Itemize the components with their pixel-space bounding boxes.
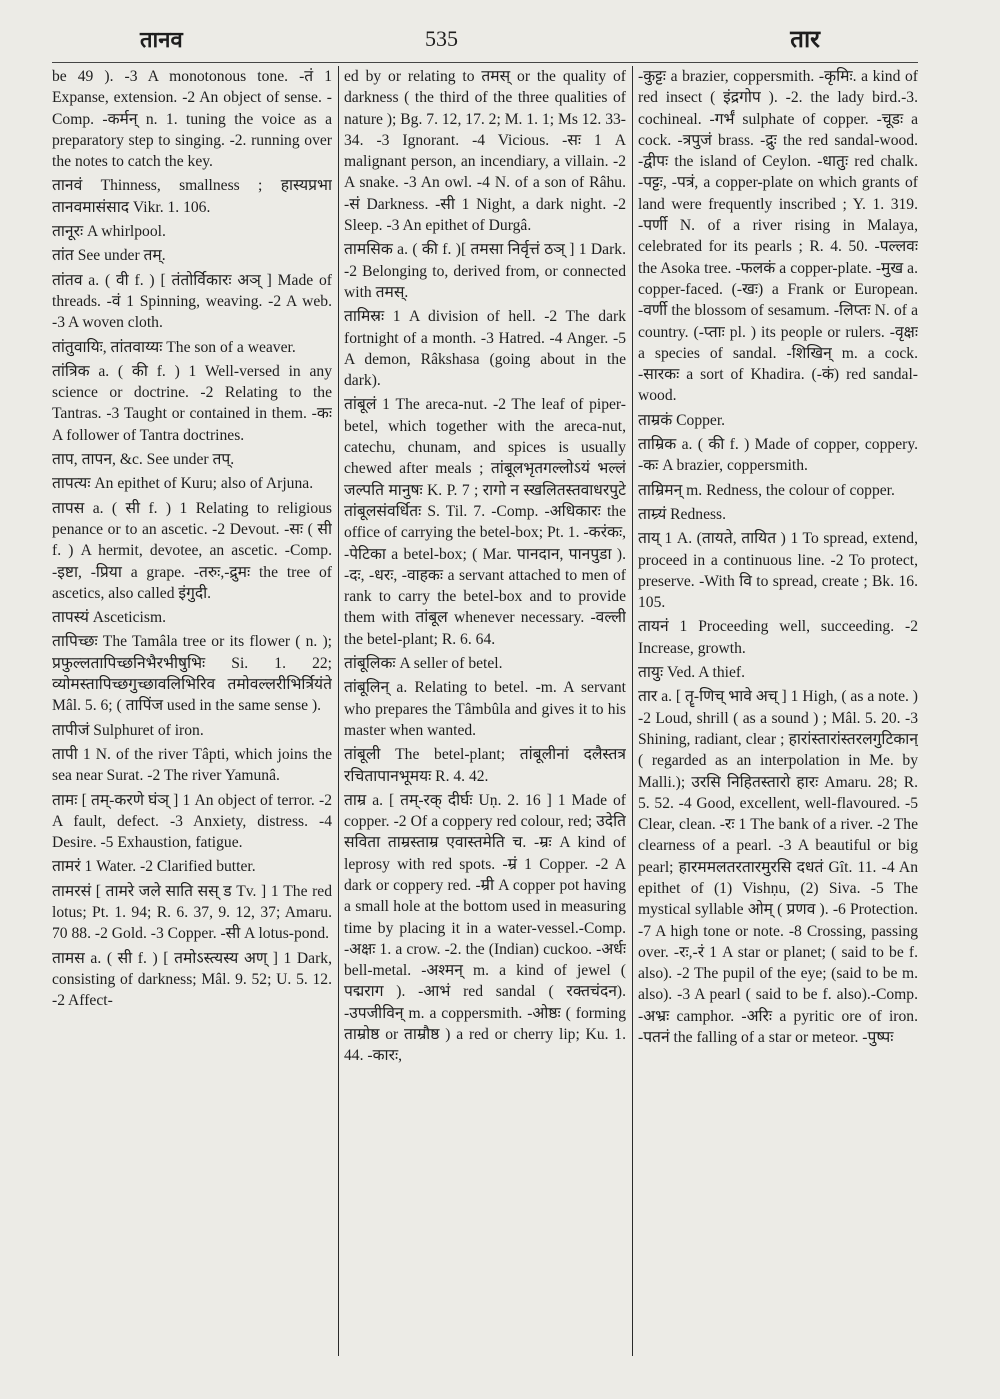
dictionary-entry: ताप, तापन, &c. See under तप्.: [52, 451, 235, 469]
dictionary-entry: तांबूलिकः A seller of betel.: [344, 655, 503, 673]
dictionary-entry: तामरसं [ तामरे जले साति सस् ड Tv. ] 1 The red lotus; Pt. 1. 94; R. 6. 37, 9. 12, 37; Amaru. 70 88. -2 Gold. -3 Copper. -सी A lotus-pond.: [52, 882, 332, 943]
dictionary-entry: ताम्रकं Copper.: [638, 411, 726, 429]
dictionary-entry: ताम्रिमन् m. Redness, the colour of copper.: [638, 481, 895, 499]
dictionary-entry: तांतुवायिः, तांतवाय्यः The son of a weaver.: [52, 338, 296, 356]
dictionary-entry: तांत्रिक a. ( की f. ) 1 Well-versed in any science or doctrine. -2 Relating to the Tantras. -3 Taught or contained in them. -कः A follower of Tantra doctrines.: [52, 362, 332, 444]
dictionary-entry: ताम्रिक a. ( की f. ) Made of copper, coppery. -कः A brazier, coppersmith.: [638, 436, 918, 475]
dictionary-entry: तापत्यः An epithet of Kuru; also of Arjuna.: [52, 475, 314, 493]
dictionary-entry: ed by or relating to तमस् or the quality of darkness ( the third of the three qualities of nature ); Bg. 7. 12, 17. 2; M. 1. 1; Ms 12. 33-34. -3 Ignorant. -4 Vicious. -सः 1 A malignant person, an incendiary, a villain. -2 A snake. -3 An owl. -4 N. of a son of Râhu. -सं Darkness. -सी 1 Night, a dark night. -2 Sleep. -3 An epithet of Durgâ.: [344, 68, 626, 235]
dictionary-entry: be 49 ). -3 A monotonous tone. -तं 1 Expanse, extension. -2 An object of sense. -Comp. -कर्मन् n. 1. tuning the voice as a preparatory step to singing. -2. running over the notes to catch the key.: [52, 68, 332, 171]
left-running-headword: तानव: [140, 27, 183, 53]
dictionary-entry: तापस्यं Asceticism.: [52, 609, 166, 627]
text-columns: [52, 66, 918, 1356]
dictionary-entry: तापी 1 N. of the river Tâpti, which joins the sea near Surat. -2 The river Yamunâ.: [52, 745, 332, 785]
dictionary-entry: तायनं 1 Proceeding well, succeeding. -2 Increase, growth.: [638, 618, 918, 657]
header-divider: [52, 62, 918, 63]
page-number: 535: [425, 26, 458, 51]
dictionary-entry: तायुः Ved. A thief.: [638, 664, 745, 682]
dictionary-entry: तानूरः A whirlpool.: [52, 223, 166, 241]
dictionary-entry: ताय् 1 A. (तायते, तायित ) 1 To spread, extend, proceed in a continuous line. -2 To protect, preserve. -With वि to spread, create ; Bk. 16. 105.: [638, 530, 918, 612]
dictionary-entry: तार a. [ तॄ-णिच् भावे अच् ] 1 High, ( as a note. ) -2 Loud, shrill ( as a sound ) ; Mâl. 5. 20. -3 Shining, radiant, clear ; हारांस्तारांस्तरलगुटिकान् ( regarded as an interpolation in Me. by Malli.); उरसि निहितस्तारो हारः Amaru. 28; R. 5. 52. -4 Good, excellent, well-flavoured. -5 Clear, clean. -रः 1 The bank of a river. -2 The clearness of a pearl. -3 A beautiful or big pearl; हारममलतरतारमुरसि दधतं Gît. 11. -4 An epithet of (1) Vishṇu, (2) Siva. -5 The mystical syllable ओम् ( प्रणव ). -6 Protection. -7 A high tone or note. -8 Crossing, passing over. -रः,-रं 1 A star or planet; ( said to be f. also). -2 The pupil of the eye; (said to be m. also). -3 A pearl ( said to be f. also).-Comp. -अभ्रः camphor. -अरिः a pyritic ore of iron. -पतनं the falling of a star or meteor. -पुष्पः: [638, 688, 918, 1047]
column-divider: [338, 66, 339, 1356]
dictionary-entry: तांबूलं 1 The areca-nut. -2 The leaf of piper-betel, which together with the areca-nut, catechu, chunam, and spices is usually chewed after meals ; तांबूलभृतगल्लोऽयं भल्लं जल्पति मानुषः K. P. 7 ; रागो न स्खलितस्तवाधरपुटे तांबूलसंवर्धितः S. Til. 7. -Comp. -अधिकारः the office of carrying the betel-box; Pt. 1. -करंकः, -पेटिका a betel-box; ( Mar. पानदान, पानपुडा ). -दः, -धरः, -वाहकः a servant attached to men of rank to carry the betel-box and to provide them with तांबूल whenever necessary. -वल्ली the betel-plant; R. 6. 64.: [344, 396, 626, 648]
dictionary-entry: तापस a. ( सी f. ) 1 Relating to religious penance or to an ascetic. -2 Devout. -सः ( सी f. ) A hermit, devotee, an ascetic. -Comp. -इष्टा, -प्रिया a grape. -तरुः,-द्रुमः the tree of ascetics, also called इंगुदी.: [52, 499, 332, 602]
dictionary-entry: तांत See under तम्.: [52, 247, 166, 265]
dictionary-entry: तांतव a. ( वी f. ) [ तंतोर्विकारः अञ् ] Made of threads. -वं 1 Spinning, weaving. -2 A web. -3 A woven cloth.: [52, 271, 332, 332]
right-running-headword: तार: [790, 24, 820, 53]
dictionary-entry: ताम्र a. [ तम्-रक् दीर्घः Uṇ. 2. 16 ] 1 Made of copper. -2 Of a coppery red colour, red; उदेति सविता ताम्रस्ताम्र एवास्तमेति च. -म्रः A kind of leprosy with red spots. -म्रं 1 Copper. -2 A dark or coppery red. -म्री A copper pot having a small hole at the bottom used in measuring time by placing it in a water-vessel.-Comp. -अक्षः 1. a crow. -2. the (Indian) cuckoo. -अर्धः bell-metal. -अश्मन् m. a kind of jewel ( पद्मराग ). -आभं red sandal ( रक्तचंदन). -उपजीविन् m. a coppersmith. -ओष्ठः ( forming ताम्रोष्ठ or ताम्रौष्ठ ) a red or cherry lip; Ku. 1. 44. -कारः,: [344, 791, 626, 1065]
column-1: [52, 66, 332, 1356]
column-2: [344, 66, 626, 1356]
page-header: [40, 14, 960, 64]
dictionary-entry: तांबूलिन् a. Relating to betel. -m. A servant who prepares the Tâmbûla and gives it to his master when wanted.: [344, 679, 626, 739]
dictionary-entry: तामसिक a. ( की f. )[ तमसा निर्वृत्तं ठञ् ] 1 Dark. -2 Belonging to, derived from, or connected with तमस्.: [344, 241, 626, 301]
dictionary-entry: तामिस्रः 1 A division of hell. -2 The dark fortnight of a month. -3 Hatred. -4 Anger. -5 A demon, Râkshasa (going about in the dark).: [344, 308, 626, 390]
dictionary-entry: तापीजं Sulphuret of iron.: [52, 721, 204, 739]
dictionary-entry: तानवं Thinness, smallness ; हास्यप्रभा तानवमासंसाद Vikr. 1. 106.: [52, 177, 332, 216]
dictionary-entry: तापिच्छः The Tamâla tree or its flower ( n. ); प्रफुल्लतापिच्छनिभैरभीषुभिः Si. 1. 22; व्योमस्तापिच्छगुच्छावलिभिरिव तमोवल्लरीभिर्त्रियंते Mâl. 5. 6; ( तापिंज used in the same sense ).: [52, 633, 332, 715]
dictionary-entry: -कुट्टः a brazier, coppersmith. -कृमिः. a kind of red insect ( इंद्रगोप ). -2. the lady bird.-3. cochineal. -गर्भं sulphate of copper. -चूडः a cock. -त्रपुजं brass. -द्रुः the red sandal-wood. -द्वीपः the island of Ceylon. -धातुः red chalk. -पट्टः, -पत्रं, a copper-plate on which grants of land were frequently inscribed ; Y. 1. 319. -पर्णी N. of a river rising in Malaya, celebrated for its pearls ; R. 4. 50. -पल्लवः the Asoka tree. -फलकं a copper-plate. -मुख a. copper-faced. (-खः) a Frank or European. -वर्णी the blossom of sesamum. -लिप्तः N. of a country. (-प्ताः pl. ) its people or rulers. -वृक्षः a species of sandal. -शिखिन् m. a cock. -सारकः a sort of Khadira. (-कं) red sandal-wood.: [638, 68, 918, 405]
dictionary-entry: तांबूली The betel-plant; तांबूलीनां दलैस्तत्र रचितापानभूमयः R. 4. 42.: [344, 746, 626, 785]
column-3: [638, 66, 918, 1356]
dictionary-entry: तामस a. ( सी f. ) [ तमोऽस्त्यस्य अण् ] 1 Dark, consisting of darkness; Mâl. 9. 52; U. 5. 12. -2 Affect-: [52, 949, 332, 1010]
dictionary-entry: ताम्र्यं Redness.: [638, 505, 727, 523]
column-divider: [632, 66, 633, 1356]
dictionary-entry: तामरं 1 Water. -2 Clarified butter.: [52, 858, 256, 876]
dictionary-entry: तामः [ तम्-करणे घंञ् ] 1 An object of terror. -2 A fault, defect. -3 Anxiety, distress. -4 Desire. -5 Exhaustion, fatigue.: [52, 791, 332, 852]
